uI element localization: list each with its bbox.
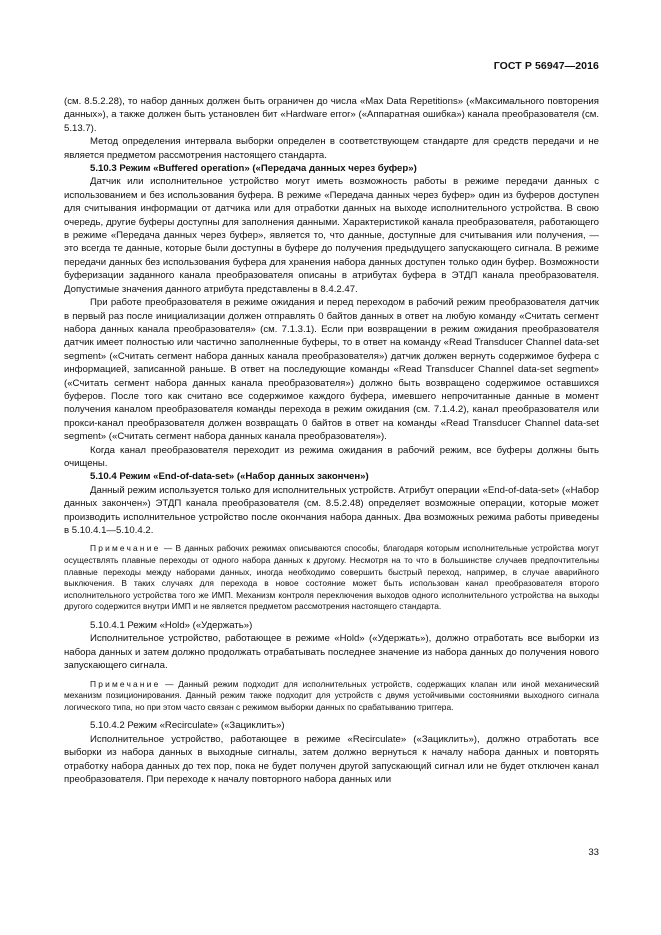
section-heading-5-10-4-2: 5.10.4.2 Режим «Recirculate» («Зациклить») (90, 720, 285, 732)
note-transitions (64, 543, 599, 613)
paragraph-buffers-cleared: Когда канал преобразователя переходит из режима ожидания в рабочий режим, все буферы должны быть очищены. (64, 444, 599, 469)
note-label: Примечание (90, 678, 161, 689)
paragraph-recirculate-mode: Исполнительное устройство, работающее в режиме «Recirculate» («Зациклить»), должно отработать все выборки из набора данных в выходные сигналы, затем должно вернуться к началу набора данных и повторять отработку набора данных до тех пор, пока не будет получен другой запускающий сигнал или не будет отключен канал преобразователя. При переходе к началу повторного набора данных или (64, 733, 599, 785)
section-heading-5-10-4: 5.10.4 Режим «End-of-data-set» («Набор данных закончен») (90, 471, 369, 483)
paragraph-hold-mode: Исполнительное устройство, работающее в режиме «Hold» («Удержать»), должно отработать все выборки из набора данных и затем должно продолжать отрабатывать последнее значение из набора данных до получения нового запускающего сигнала. (64, 633, 599, 672)
paragraph-end-of-data-set: Данный режим используется только для исполнительных устройств. Атрибут операции «End-of-data-set» («Набор данных закончен») ЭТДП канала преобразователя (см. 8.5.2.48) определяет возможные операции, которые может производить исполнительное устройство после окончания набора данных. Два возможных режима работы приведены в 5.10.4.1—5.10.4.2. (64, 484, 599, 536)
note-hold (64, 679, 599, 714)
note-text: — В данных рабочих режимах описываются способы, благодаря которым исполнительные устройства могут осуществлять плавные переходы от одного набора данных к другому. Несмотря на то что в большинстве случаев предпочтительны плавные переходы между наборами данных, иногда необходимо совершить быстрый переход, например, в случае аварийного выключения. В таких случаях для перехода в новое состояние может быть использован канал преобразователя второго исполнительного устройства того же ИМП. Механизм контроля переключения выходов одного исполнительного устройства на выходы другого содержится внутри ИМП и не является предметом рассмотрения настоящего стандарта. (64, 543, 599, 612)
note-text: — Данный режим подходит для исполнительных устройств, содержащих клапан или иной механический механизм позиционирования. Данный режим также подходит для устройств с двумя устойчивыми состояниями выходного сигнала логического типа, но при этом часто связан с режимом выборки данных по срабатыванию триггера. (64, 678, 599, 712)
paragraph-standby-mode: При работе преобразователя в режиме ожидания и перед переходом в рабочий режим преобразователя датчик в первый раз после инициализации должен отправлять 0 байтов данных в ответ на любую команду «Считать сегмент набора данных канала преобразователя» (см. 7.1.3.1). Если при возвращении в режим ожидания преобразователя датчик имеет полностью или частично заполненные буферы, то в ответ на команду «Read Transducer Channel data-set segment» («Считать сегмент набора данных канала преобразователя») датчик должен вернуть содержимое буфера с информацией, записанной раньше. В ответ на последующие команды «Read Transducer Channel data-set segment» («Считать сегмент набора данных канала преобразователя») должно быть возвращено содержимое оставшихся буферов. После того как считано все содержимое каждого буфера, имевшего непрочитанные данные в момент получения каналом преобразователя команды перехода в режим ожидания (см. 7.1.4.2), канал преобразователя или прокси-канал преобразователя должен возвращать 0 байтов в ответ на команды «Read Transducer Channel data-set segment» («Считать сегмент набора данных канала преобразователя»). (64, 297, 599, 443)
section-heading-5-10-3: 5.10.3 Режим «Buffered operation» («Передача данных через буфер») (90, 163, 417, 175)
paragraph-buffered-operation: Датчик или исполнительное устройство могут иметь возможность работы в режиме передачи данных с использованием и без использования буфера. В режиме «Передача данных через буфер» один из буферов доступен для считывания информации от датчика или для отработки данных на выходе исполнительного устройства. В свою очередь, другие буферы доступны для заполнения данными. Характеристикой канала преобразователя, работающего в режиме «Передача данных через буфер», является то, что данные, доступные для считывания или получения, — это всегда те данные, которые были доступны в буфере до получения предыдущего запускающего сигнала. В режиме передачи данных без использования буфера для хранения набора данных доступен только один буфер. Возможности буферизации заданного канала преобразователя описаны в атрибутах буфера в ЭТДП канала преобразователя. Допустимые значения данного атрибута представлены в 8.4.2.47. (64, 176, 599, 295)
paragraph-sampling-method: Метод определения интервала выборки определен в соответствующем стандарте для средств передачи и не является предметом рассмотрения настоящего стандарта. (64, 136, 599, 161)
page-body (64, 95, 599, 786)
page-number: 33 (588, 847, 599, 858)
document-header: ГОСТ Р 56947—2016 (493, 60, 599, 72)
section-heading-5-10-4-1: 5.10.4.1 Режим «Hold» («Удержать») (90, 619, 253, 631)
paragraph-continuation: (см. 8.5.2.28), то набор данных должен быть ограничен до числа «Max Data Repetitions» («Максимального повторения данных»), а также должен быть установлен бит «Hardware error» («Аппаратная ошибка») канала преобразователя (см. 5.13.7). (64, 96, 599, 134)
note-label: Примечание (90, 543, 161, 554)
